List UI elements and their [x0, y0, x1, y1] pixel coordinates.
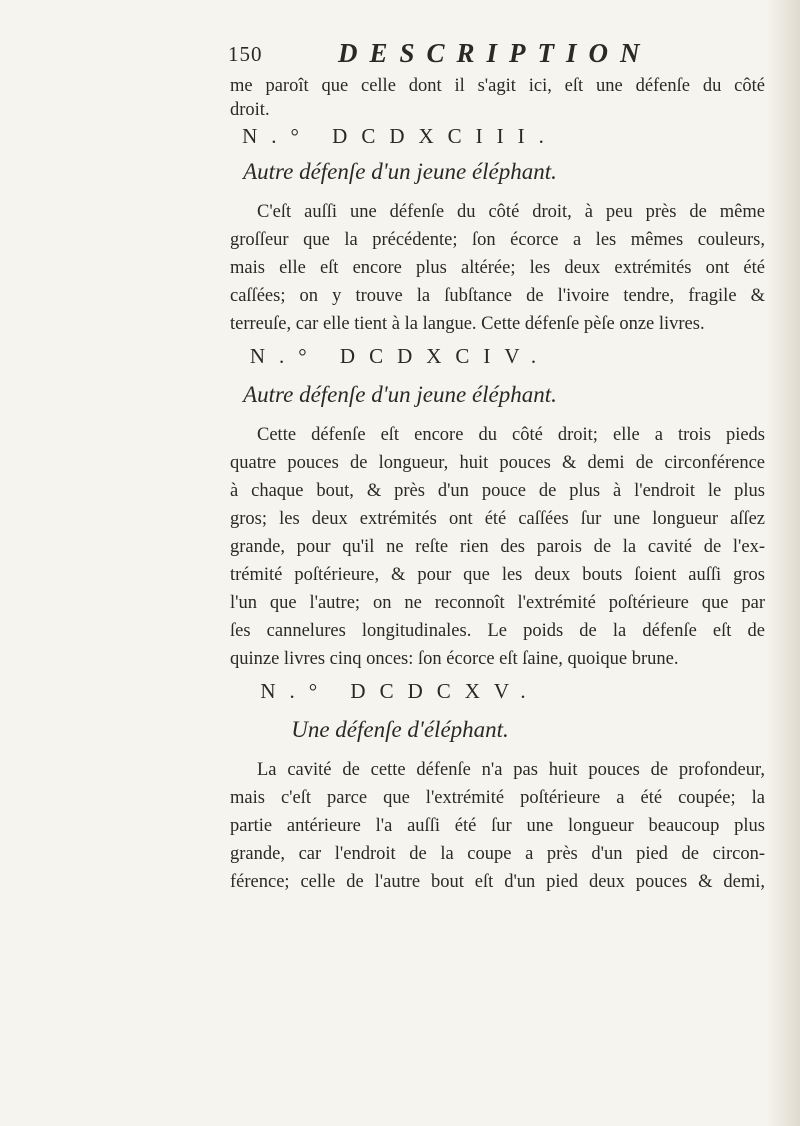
paragraph-line: C'eſt auſſi une défenſe du côté droit, à peu près de même [257, 202, 765, 222]
paragraph-line: l'un que l'autre; on ne reconnoît l'extrémité poſtérieure que par [230, 593, 765, 613]
paragraph-line: quatre pouces de longueur, huit pouces & demi de circonférence [230, 453, 765, 473]
paragraph-line: gros; les deux extrémités ont été caſſées ſur une longueur aſſez [230, 509, 765, 529]
paragraph-line: grande, car l'endroit de la coupe a près d'un pied de circon- [230, 844, 765, 864]
page-header [228, 38, 748, 68]
entry-number: N.° DCDXCIII. [242, 124, 558, 148]
paragraph-line: mais c'eſt parce que l'extrémité poſtérieure a été coupée; la [230, 788, 765, 808]
entry-title: Autre défenſe d'un jeune éléphant. [243, 159, 557, 184]
entry-title: Une défenſe d'éléphant. [291, 717, 509, 742]
text-line: me paroît que celle dont il s'agit ici, eſt une défenſe du côté [230, 76, 765, 96]
paragraph-line: groſſeur que la précédente; ſon écorce a les mêmes couleurs, [230, 230, 765, 250]
paragraph-line: ſes cannelures longitudinales. Le poids de la défenſe eſt de [230, 621, 765, 641]
entry-title: Autre défenſe d'un jeune éléphant. [243, 382, 557, 407]
paragraph-line: mais elle eſt encore plus altérée; les deux extrémités ont été [230, 258, 765, 278]
paragraph-line: terreuſe, car elle tient à la langue. Cette défenſe pèſe onze livres. [230, 314, 705, 334]
page-number: 150 [228, 42, 263, 66]
paragraph-line: grande, pour qu'il ne reſte rien des parois de la cavité de l'ex- [230, 537, 765, 557]
running-title: DESCRIPTION [338, 38, 652, 68]
paragraph-line: La cavité de cette défenſe n'a pas huit pouces de profondeur, [257, 760, 765, 780]
paragraph-line: caſſées; on y trouve la ſubſtance de l'ivoire tendre, fragile & [230, 286, 765, 306]
paragraph-line: partie antérieure l'a auſſi été ſur une longueur beaucoup plus [230, 816, 765, 836]
entry-number: N.° DCDCXV. [260, 679, 540, 703]
entry-number: N.° DCDXCIV. [249, 344, 551, 368]
paragraph-line: à chaque bout, & près d'un pouce de plus à l'endroit le plus [230, 481, 765, 501]
text-line: droit. [230, 100, 270, 120]
paragraph-line: trémité poſtérieure, & pour que les deux bouts ſoient auſſi gros [230, 565, 765, 585]
paragraph-line: férence; celle de l'autre bout eſt d'un pied deux pouces & demi, [230, 872, 765, 892]
paragraph-line: Cette défenſe eſt encore du côté droit; elle a trois pieds [257, 425, 765, 445]
paragraph-line: quinze livres cinq onces: ſon écorce eſt ſaine, quoique brune. [230, 649, 679, 669]
